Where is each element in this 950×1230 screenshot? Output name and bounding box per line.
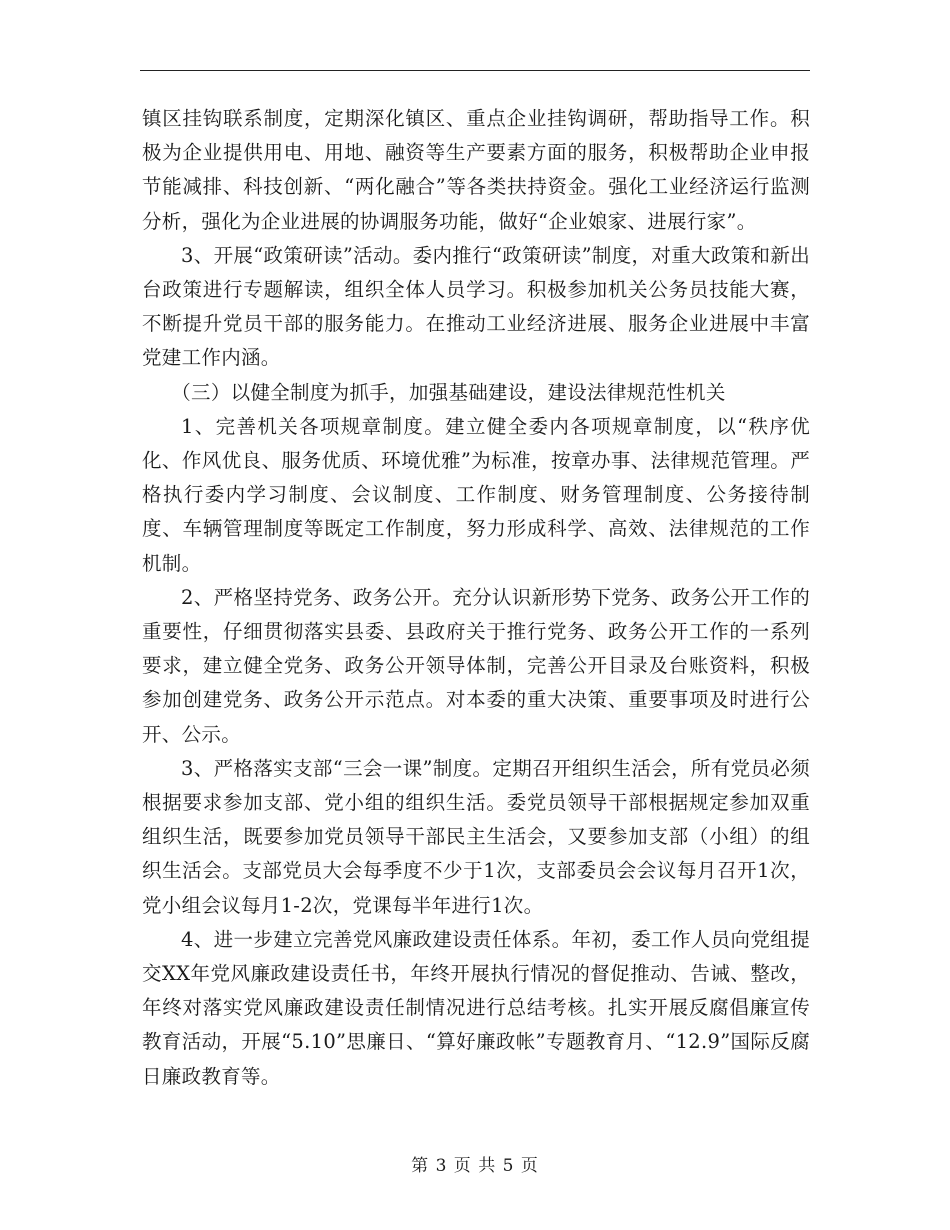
paragraph-policy-study: 3、开展“政策研读”活动。委内推行“政策研读”制度，对重大政策和新出台政策进行专题解读，组织全体人员学习。积极参加机关公务员技能大赛，不断提升党员干部的服务能力。在推动工业经济进展、服务企业进展中丰富党建工作内涵。 — [142, 243, 810, 370]
page-body — [142, 102, 810, 1094]
paragraph-affairs-disclosure: 2、严格坚持党务、政务公开。充分认识新形势下党务、政务公开工作的重要性，仔细贯彻落实县委、县政府关于推行党务、政务公开工作的一系列要求，建立健全党务、政务公开领导体制，完善公开目录及台账资料，积极参加创建党务、政务公开示范点。对本委的重大决策、重要事项及时进行公开、公示。 — [142, 585, 810, 746]
section-heading: （三）以健全制度为抓手，加强基础建设，建设法律规范性机关 — [171, 380, 726, 404]
paragraph-integrity-system: 4、进一步建立完善党风廉政建设责任体系。年初，委工作人员向党组提交XX年党风廉政建设责任书，年终开展执行情况的督促推动、告诫、整改，年终对落实党风廉政建设责任制情况进行总结考核。扎实开展反腐倡廉宣传教育活动，开展“5.10”思廉日、“算好廉政帐”专题教育月、“12.9”国际反腐日廉政教育等。 — [142, 927, 810, 1088]
paragraph-continuation: 镇区挂钩联系制度，定期深化镇区、重点企业挂钩调研，帮助指导工作。积极为企业提供用电、用地、融资等生产要素方面的服务，积极帮助企业申报节能减排、科技创新、“两化融合”等各类扶持资金。强化工业经济运行监测分析，强化为企业进展的协调服务功能，做好“企业娘家、进展行家”。 — [142, 107, 810, 233]
page-number-footer: 第 3 页 共 5 页 — [411, 1156, 539, 1176]
paragraph-three-meetings: 3、严格落实支部“三会一课”制度。定期召开组织生活会，所有党员必须根据要求参加支部、党小组的组织生活。委党员领导干部根据规定参加双重组织生活，既要参加党员领导干部民主生活会，又要参加支部（小组）的组织生活会。支部党员大会每季度不少于1次，支部委员会会议每月召开1次，党小组会议每月1-2次，党课每半年进行1次。 — [142, 756, 810, 917]
header-rule — [140, 70, 810, 71]
paragraph-rules-system: 1、完善机关各项规章制度。建立健全委内各项规章制度，以“秩序优化、作风优良、服务优质、环境优雅”为标准，按章办事、法律规范管理。严格执行委内学习制度、会议制度、工作制度、财务管理制度、公务接待制度、车辆管理制度等既定工作制度，努力形成科学、高效、法律规范的工作机制。 — [142, 414, 810, 575]
